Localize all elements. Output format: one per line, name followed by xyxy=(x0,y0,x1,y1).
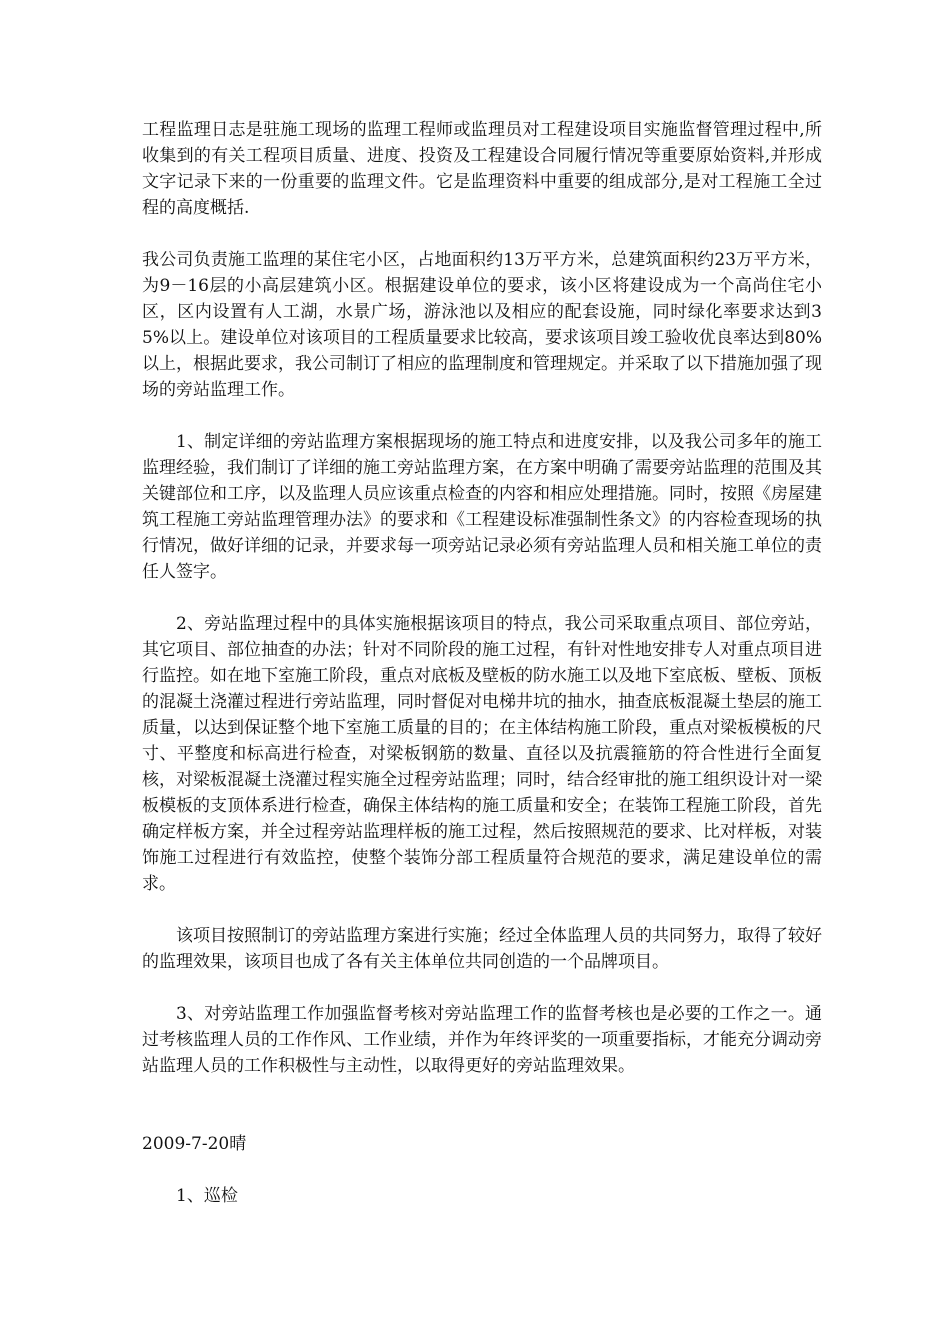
measure-1-paragraph: 1、制定详细的旁站监理方案根据现场的施工特点和进度安排，以及我公司多年的施工监理经验，我们制订了详细的施工旁站监理方案，在方案中明确了需要旁站监理的范围及其关键部位和工序，以及监理人员应该重点检查的内容和相应处理措施。同时，按照《房屋建筑工程施工旁站监理管理办法》的要求和《工程建设标准强制性条文》的内容检查现场的执行情况，做好详细的记录，并要求每一项旁站记录必须有旁站监理人员和相关施工单位的责任人签字。 xyxy=(142,432,822,582)
intro-paragraph: 工程监理日志是驻施工现场的监理工程师或监理员对工程建设项目实施监督管理过程中,所收集到的有关工程项目质量、进度、投资及工程建设合同履行情况等重要原始资料,并形成文字记录下来的一份重要的监理文件。它是监理资料中重要的组成部分,是对工程施工全过程的高度概括. xyxy=(142,120,822,218)
project-overview-paragraph: 我公司负责施工监理的某住宅小区，占地面积约13万平方米，总建筑面积约23万平方米，为9－16层的小高层建筑小区。根据建设单位的要求，该小区将建设成为一个高尚住宅小区，区内设置有人工湖，水景广场，游泳池以及相应的配套设施，同时绿化率要求达到35%以上。建设单位对该项目的工程质量要求比较高，要求该项目竣工验收优良率达到80%以上，根据此要求，我公司制订了相应的监理制度和管理规定。并采取了以下措施加强了现场的旁站监理工作。 xyxy=(142,250,822,400)
measure-2-paragraph: 2、旁站监理过程中的具体实施根据该项目的特点，我公司采取重点项目、部位旁站，其它项目、部位抽查的办法；针对不同阶段的施工过程，有针对性地安排专人对重点项目进行监控。如在地下室施工阶段，重点对底板及壁板的防水施工以及地下室底板、壁板、顶板的混凝土浇灌过程进行旁站监理，同时督促对电梯井坑的抽水，抽查底板混凝土垫层的施工质量，以达到保证整个地下室施工质量的目的；在主体结构施工阶段，重点对梁板模板的尺寸、平整度和标高进行检查，对梁板钢筋的数量、直径以及抗震箍筋的符合性进行全面复核，对梁板混凝土浇灌过程实施全过程旁站监理；同时，结合经审批的施工组织设计对一梁板模板的支顶体系进行检查，确保主体结构的施工质量和安全；在装饰工程施工阶段，首先确定样板方案，并全过程旁站监理样板的施工过程，然后按照规范的要求、比对样板，对装饰施工过程进行有效监控，使整个装饰分部工程质量符合规范的要求，满足建设单位的需求。 xyxy=(142,614,822,894)
result-paragraph: 该项目按照制订的旁站监理方案进行实施；经过全体监理人员的共同努力，取得了较好的监理效果，该项目也成了各有关主体单位共同创造的一个品牌项目。 xyxy=(142,926,822,972)
document-body xyxy=(142,117,822,1209)
log-item-inspection: 1、巡检 xyxy=(176,1186,238,1206)
measure-3-paragraph: 3、对旁站监理工作加强监督考核对旁站监理工作的监督考核也是必要的工作之一。通过考核监理人员的工作作风、工作业绩，并作为年终评奖的一项重要指标，才能充分调动旁站监理人员的工作积极性与主动性，以取得更好的旁站监理效果。 xyxy=(142,1004,822,1076)
log-date: 2009-7-20晴 xyxy=(142,1134,247,1154)
